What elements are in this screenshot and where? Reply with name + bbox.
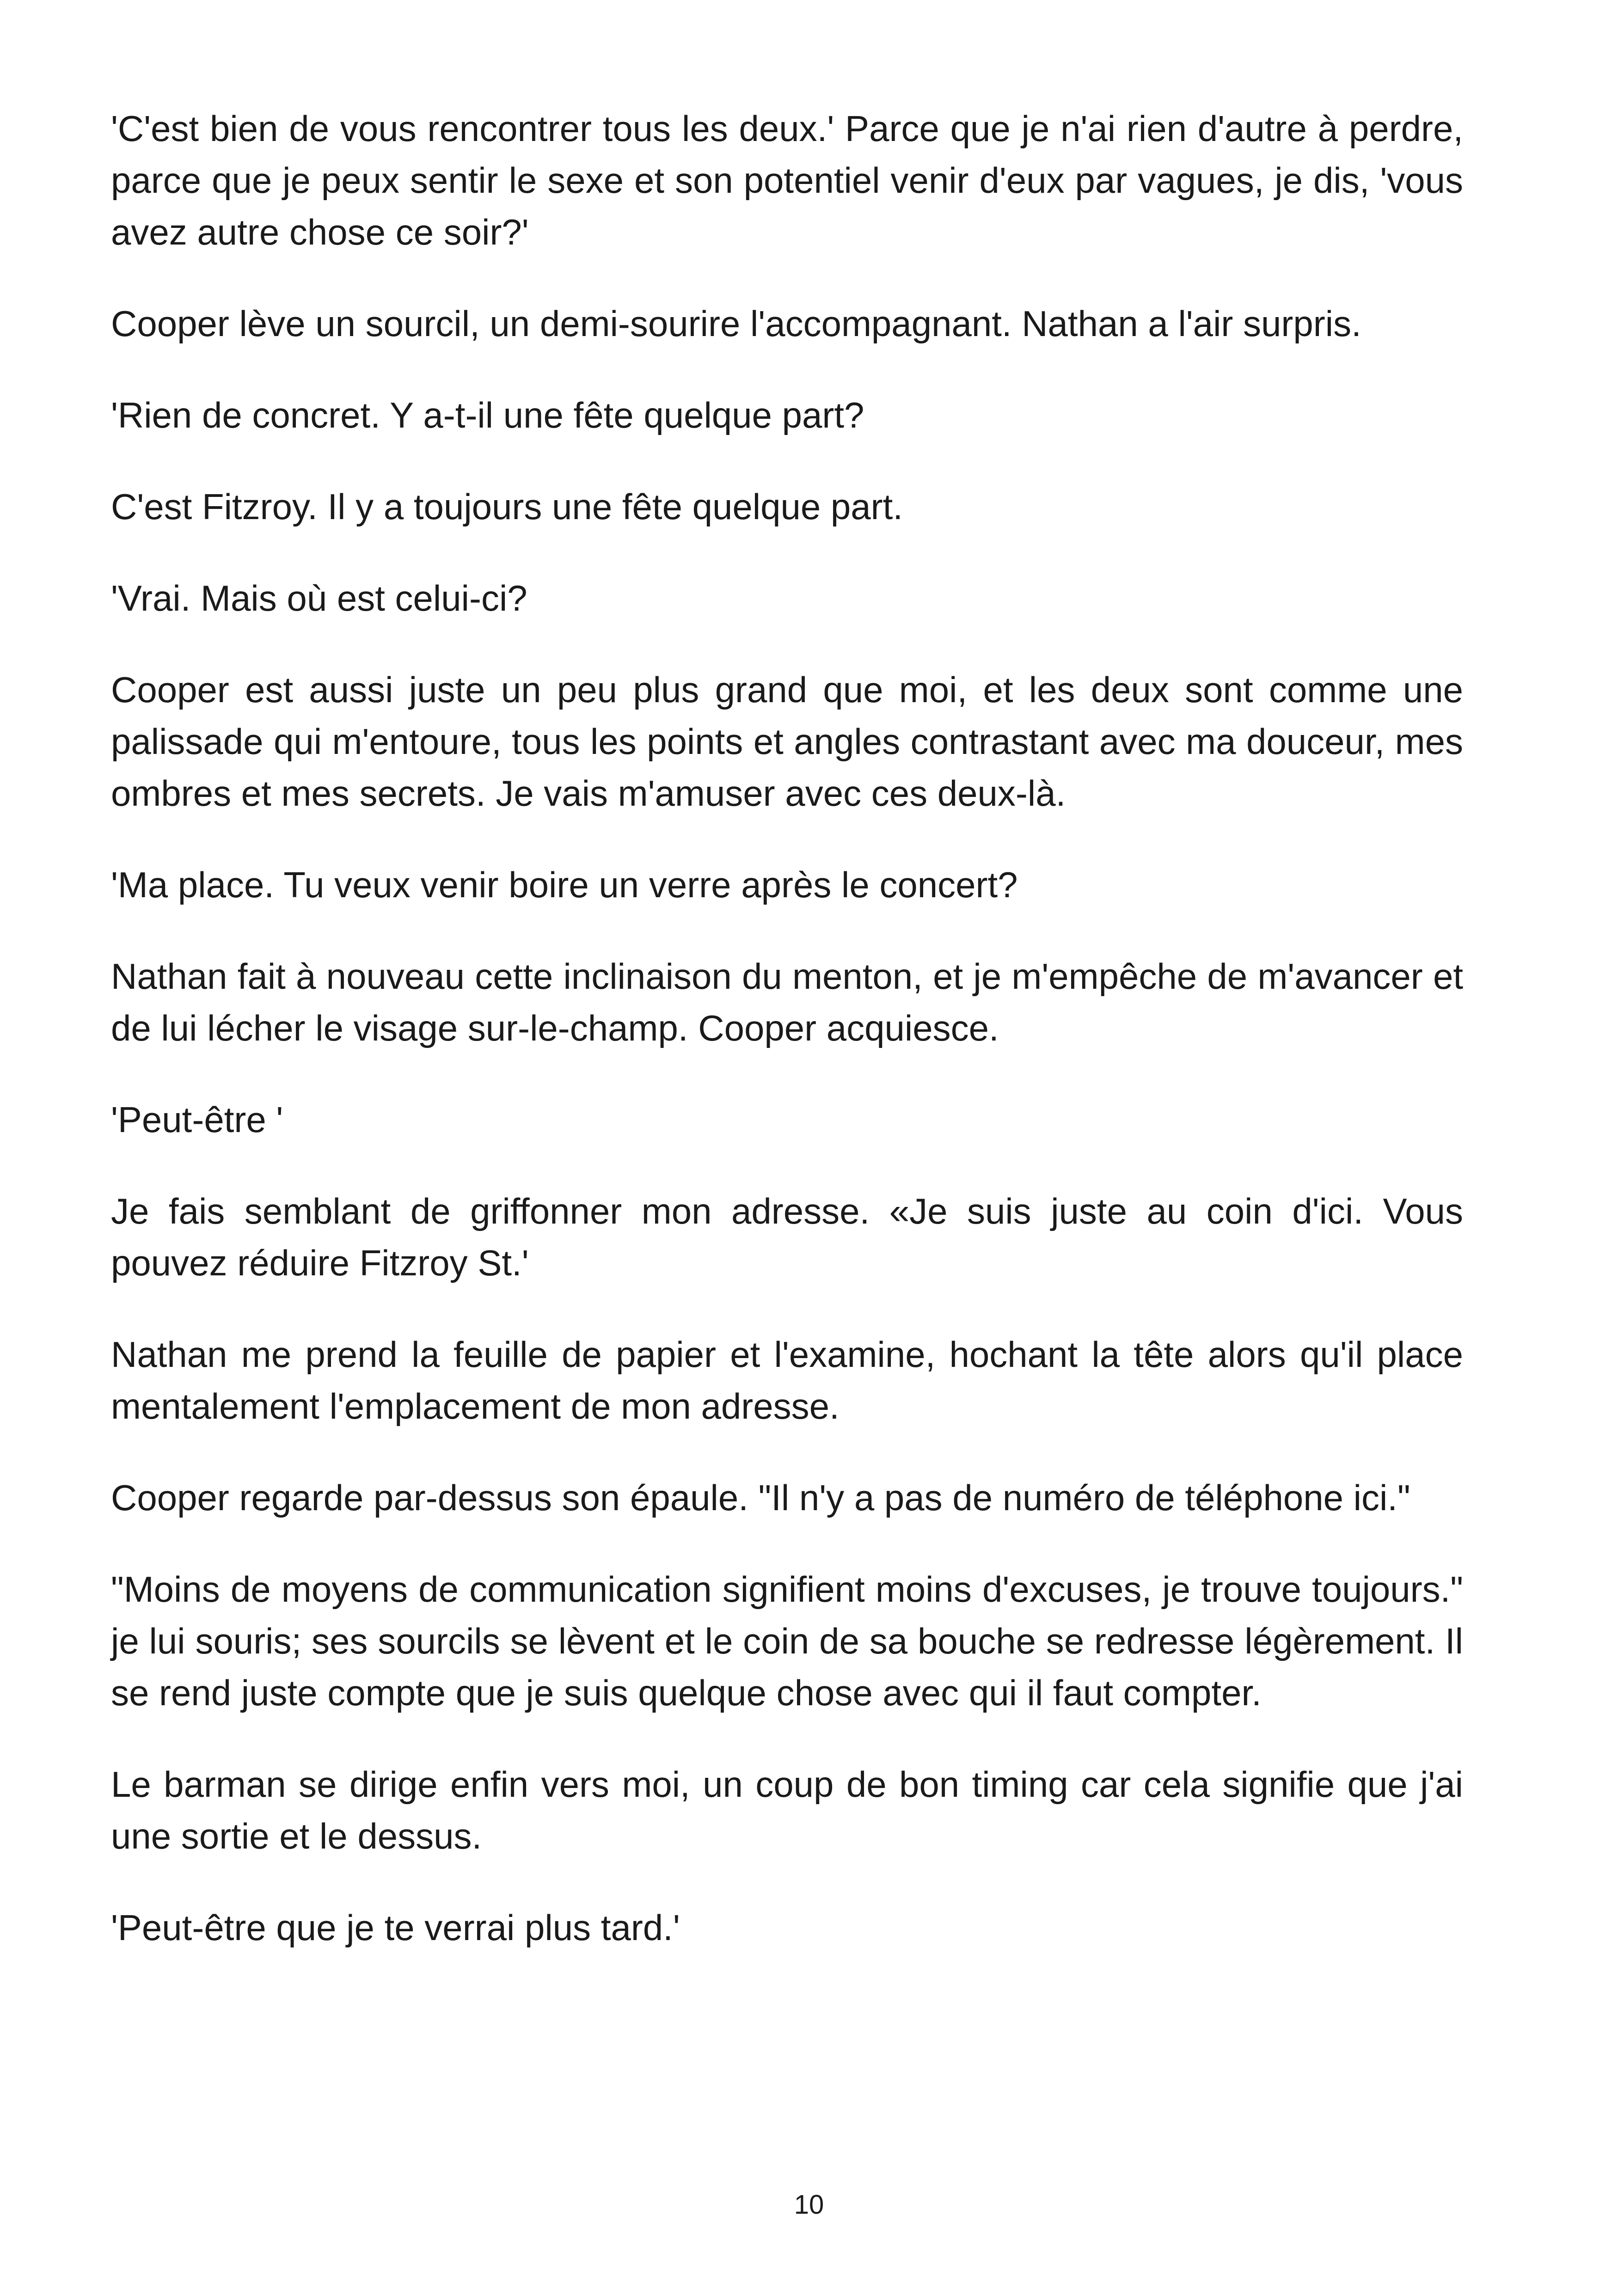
paragraph-5: 'Vrai. Mais où est celui-ci? xyxy=(111,578,527,618)
paragraph-12: Cooper regarde par-dessus son épaule. "Il n'y a pas de numéro de téléphone ici." xyxy=(111,1477,1410,1518)
page-number: 10 xyxy=(794,2190,824,2220)
paragraph-1: 'C'est bien de vous rencontrer tous les deux.' Parce que je n'ai rien d'autre à perdre, parce que je peux sentir le sexe et son potentiel venir d'eux par vagues, je dis, 'vous avez autre chose ce soir?' xyxy=(111,108,1463,252)
paragraph-8: Nathan fait à nouveau cette inclinaison du menton, et je m'empêche de m'avancer et de lui lécher le visage sur-le-champ. Cooper acquiesce. xyxy=(111,956,1463,1048)
paragraph-10: Je fais semblant de griffonner mon adresse. «Je suis juste au coin d'ici. Vous pouvez réduire Fitzroy St.' xyxy=(111,1191,1463,1283)
paragraph-15: 'Peut-être que je te verrai plus tard.' xyxy=(111,1907,680,1948)
paragraph-13: "Moins de moyens de communication signifient moins d'excuses, je trouve toujours." je lui souris; ses sourcils se lèvent et le coin de sa bouche se redresse légèrement. Il se rend juste compte que je suis quelque chose avec qui il faut compter. xyxy=(111,1569,1463,1713)
paragraph-11: Nathan me prend la feuille de papier et l'examine, hochant la tête alors qu'il place mentalement l'emplacement de mon adresse. xyxy=(111,1334,1463,1427)
paragraph-4: C'est Fitzroy. Il y a toujours une fête quelque part. xyxy=(111,486,903,527)
paragraph-6: Cooper est aussi juste un peu plus grand que moi, et les deux sont comme une palissade qui m'entoure, tous les points et angles contrastant avec ma douceur, mes ombres et mes secrets. Je vais m'amuser avec ces deux-là. xyxy=(111,669,1463,814)
body-text xyxy=(111,103,1463,1953)
paragraph-2: Cooper lève un sourcil, un demi-sourire l'accompagnant. Nathan a l'air surpris. xyxy=(111,303,1361,344)
paragraph-9: 'Peut-être ' xyxy=(111,1099,283,1140)
paragraph-14: Le barman se dirige enfin vers moi, un coup de bon timing car cela signifie que j'ai une sortie et le dessus. xyxy=(111,1764,1463,1856)
paragraph-3: 'Rien de concret. Y a-t-il une fête quelque part? xyxy=(111,395,864,435)
paragraph-7: 'Ma place. Tu veux venir boire un verre après le concert? xyxy=(111,864,1018,905)
